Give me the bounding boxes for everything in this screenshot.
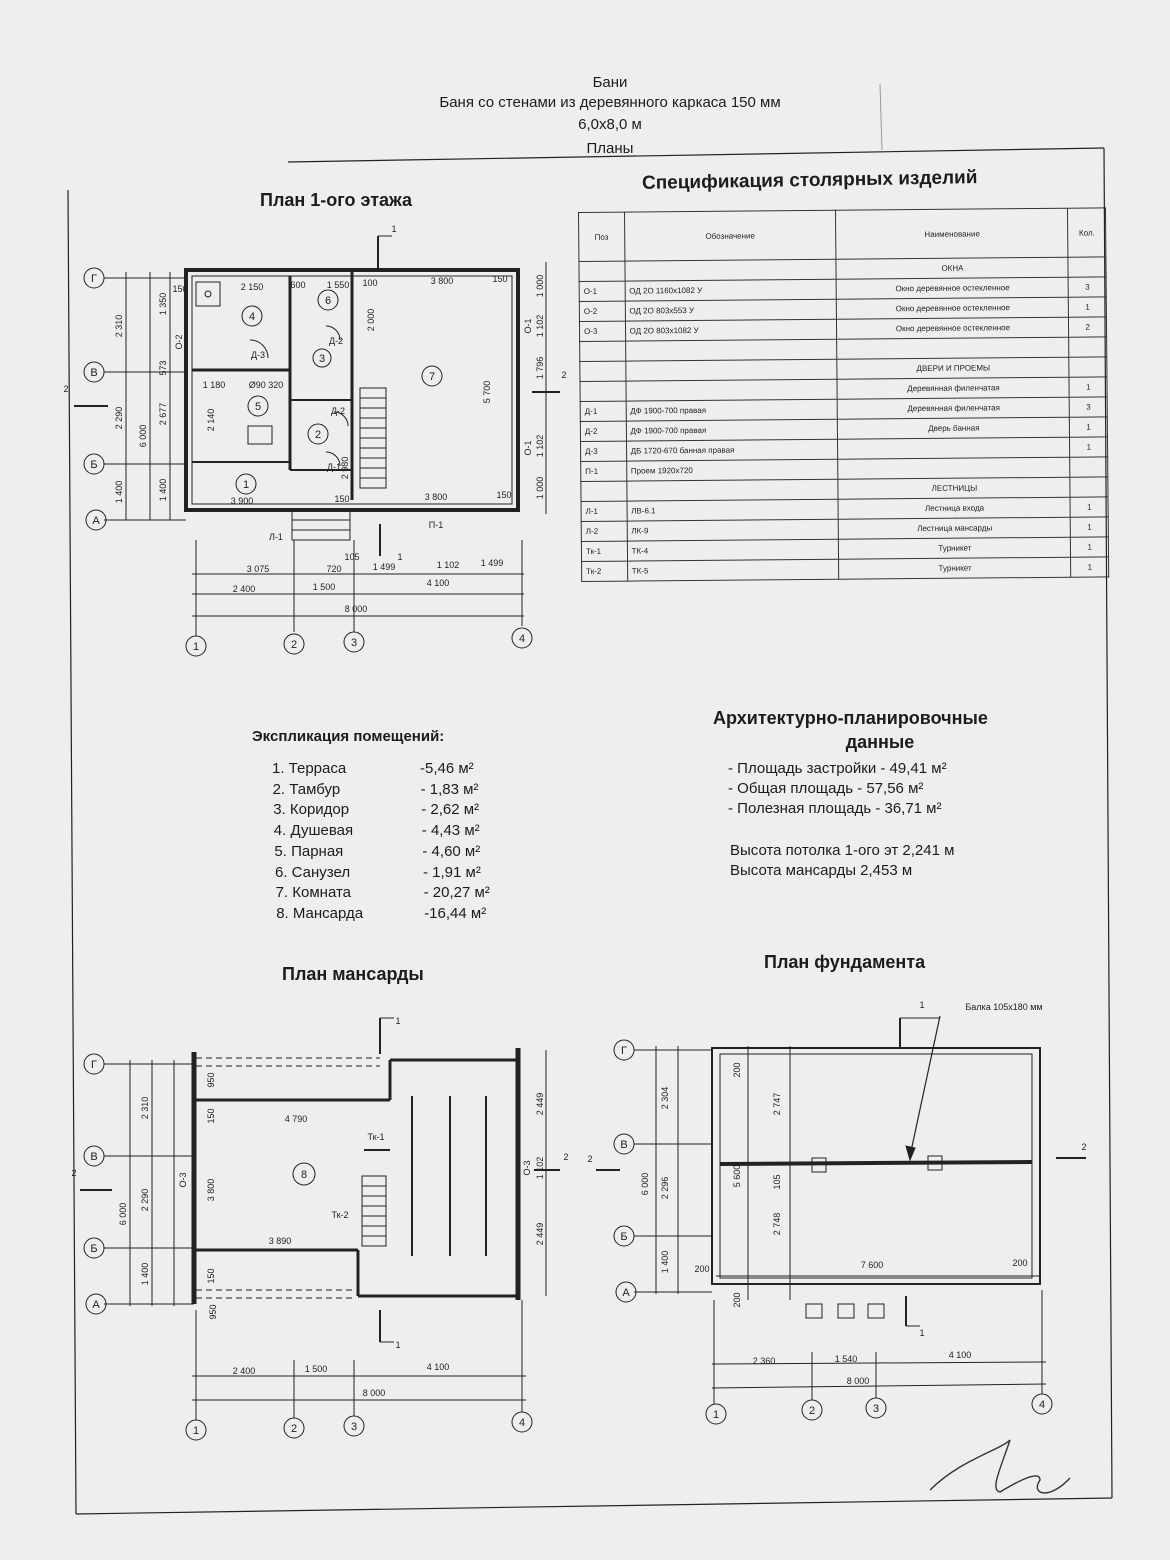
spec-cell-code: ТК-5 [627,559,839,581]
mansard-dim-v: 950 [206,1072,216,1088]
spec-cell-code: ДБ 1720-670 банная правая [626,439,838,461]
spec-cell-qty: 1 [1071,537,1109,557]
mansard-axis-y-g: Г [91,1059,97,1071]
plan1-dim: 1 499 [372,562,396,572]
mansard-dim-v: 2 449 [535,1092,545,1116]
plan1-room-4: 4 [248,311,256,323]
found-beam-label: Балка 105х180 мм [965,1002,1043,1012]
arch-ceiling-height: Высота потолка 1-ого эт 2,241 м [730,842,955,859]
room-area: - 2,62 м² [421,801,480,819]
spec-section-title: ОКНА [836,257,1068,279]
room-area: - 1,91 м² [423,863,481,881]
found-axis-y-b: Б [620,1231,628,1243]
spec-cell-pos: О-2 [579,301,625,321]
plan1-dim-left: 1 350 [158,292,168,316]
title-spec: Спецификация столярных изделий [641,167,978,194]
mansard-dim: 1 500 [304,1364,328,1374]
mansard-room-8: 8 [300,1169,308,1181]
found-dim-v: 2 747 [772,1092,782,1116]
spec-cell-code: Проем 1920х720 [626,459,838,481]
room-name: 2. Тамбур [272,780,341,798]
found-dim: 7 600 [860,1260,884,1270]
spec-section-title: ЛЕСТНИЦЫ [838,477,1070,499]
room-area: - 4,43 м² [421,822,480,840]
title-arch-1: Архитектурно-планировочные [713,708,988,728]
plan1-label: Д-1 [326,462,342,472]
plan1-label: О-2 [174,334,184,350]
mansard-dim-v: 1 102 [535,1156,545,1180]
plan1-label: Л-1 [269,532,283,542]
plan1-axis-y-g: Г [91,273,97,285]
plan1-dim-right: 1 102 [535,434,545,458]
found-dim: 4 100 [948,1350,972,1360]
mansard-axis-y-a: А [92,1299,100,1311]
found-dim-v: 1 400 [660,1250,670,1274]
plan1-axis-y-v: В [90,367,98,379]
mansard-dim: 4 790 [284,1114,308,1124]
plan1-room-2: 2 [314,429,322,441]
mansard-dim: 4 100 [426,1362,450,1372]
plan1-dim-inner: 2 140 [206,408,216,432]
spec-cell-qty: 3 [1069,277,1107,297]
mansard-label: Тк-1 [367,1132,385,1142]
title-arch-2: данные [845,732,915,752]
spec-cell-qty: 1 [1070,437,1108,457]
mansard-axis-y-b: Б [90,1243,98,1255]
plan1-room-1: 1 [242,479,250,491]
spec-cell-qty: 1 [1069,297,1107,317]
spec-cell-code: ОД 2О 803х1082 У [625,319,837,341]
mansard-label: О-3 [178,1172,188,1188]
spec-cell-name: Окно деревянное остекленное [837,297,1069,319]
found-axis-x-4: 4 [1038,1399,1046,1411]
plan1-axis-y-a: А [92,515,100,527]
title-mansard: План мансарды [282,964,424,984]
spec-cell-pos: П-1 [581,461,627,481]
plan1-label: Д-2 [328,336,344,346]
plan1-dim: 8 000 [344,604,368,614]
mansard-axis-x-3: 3 [350,1421,358,1433]
header-line-1: Бани [592,74,628,91]
spec-cell-name: Лестница входа [838,497,1070,519]
found-label: 2 [587,1154,593,1164]
plan1-dim: 100 [362,278,378,288]
found-dim: 200 [694,1264,710,1274]
plan1-dim-left: 2 310 [114,314,124,338]
plan1-dim: 720 [326,564,342,574]
spec-header-name: Наименование [836,208,1068,259]
plan1-dim: 1 180 [202,380,226,390]
plan1-dim: 3 800 [424,492,448,502]
found-dim: 1 540 [834,1354,858,1364]
plan1-label: О-1 [523,440,533,456]
room-name: 3. Коридор [273,801,350,819]
spec-cell-name: Турникет [839,557,1071,579]
spec-section-title: ДВЕРИ И ПРОЕМЫ [837,357,1069,379]
mansard-dim: 3 890 [268,1236,292,1246]
plan1-label: Д-3 [250,350,266,360]
found-axis-y-a: А [622,1287,630,1299]
plan1-room-6: 6 [324,295,332,307]
mansard-dim-v: 6 000 [118,1202,128,1226]
spec-cell-qty: 1 [1069,377,1107,397]
room-area: - 4,60 м² [422,842,481,860]
found-dim-v: 6 000 [640,1172,650,1196]
found-dim-v: 200 [732,1062,742,1078]
spec-cell-qty: 1 [1071,517,1109,537]
plan1-label: 2 [561,370,567,380]
found-label: 1 [919,1000,925,1010]
plan1-label: 2 [63,384,69,394]
spec-cell-pos: Д-3 [581,441,627,461]
mansard-axis-x-1: 1 [192,1425,200,1437]
plan1-dim-inner: 2 000 [366,308,376,332]
spec-header-code: Обозначение [624,210,836,261]
plan1-axis-x-2: 2 [290,639,298,651]
spec-cell-code: ЛК-9 [627,519,839,541]
spec-cell-code: ЛВ-6.1 [627,499,839,521]
spec-cell-name: Лестница мансарды [839,517,1071,539]
plan1-dim-left: 2 677 [158,402,168,426]
spec-cell-pos: Д-1 [580,401,626,421]
plan1-dim: Ø90 320 [248,380,284,390]
found-dim-v: 2 296 [660,1176,670,1200]
plan1-dim: 1 550 [326,280,350,290]
found-axis-x-1: 1 [712,1409,720,1421]
room-area: -16,44 м² [424,904,487,922]
spec-cell-qty: 2 [1069,317,1107,337]
mansard-dim-v: 150 [206,1268,216,1284]
spec-cell-pos: Л-2 [581,521,627,541]
plan1-dim: 3 800 [430,276,454,286]
found-dim: 8 000 [846,1376,870,1386]
plan1-dim-left: 2 290 [114,406,124,430]
plan1-dim: 1 102 [436,560,460,570]
found-dim: 2 360 [752,1356,776,1366]
spec-cell-qty: 1 [1070,497,1108,517]
title-foundation: План фундамента [764,952,926,972]
mansard-label: Тк-2 [331,1210,349,1220]
spec-cell-qty: 3 [1070,397,1108,417]
spec-cell-name: Окно деревянное остекленное [837,277,1069,299]
mansard-label: 1 [395,1016,401,1026]
spec-cell-name: Турникет [839,537,1071,559]
plan1-dim: 4 100 [426,578,450,588]
found-axis-x-2: 2 [808,1405,816,1417]
plan1-dim-left: 6 000 [138,424,148,448]
spec-cell-pos: О-3 [579,321,625,341]
spec-header-pos: Поз [579,212,625,261]
plan1-label: П-1 [428,520,444,530]
title-plan-1: План 1-ого этажа [260,190,413,210]
header-line-3: 6,0x8,0 м [578,116,642,133]
mansard-dim-v: 2 290 [140,1188,150,1212]
spec-cell-pos: Тк-1 [581,541,627,561]
spec-cell-name: Деревянная филенчатая [838,397,1070,419]
plan1-room-7: 7 [428,371,436,383]
room-name: 7. Комната [275,884,352,902]
spec-cell-pos: Л-1 [581,501,627,521]
mansard-dim-v: 950 [208,1304,218,1320]
plan1-dim: 600 [290,280,306,290]
spec-cell-pos: О-1 [579,281,625,301]
found-axis-x-3: 3 [872,1403,880,1415]
mansard-label: 2 [563,1152,569,1162]
plan1-dim: 150 [492,274,508,284]
plan1-dim-left: 1 400 [158,478,168,502]
mansard-axis-y-v: В [90,1151,98,1163]
plan1-axis-x-3: 3 [350,637,358,649]
plan1-dim-inner: 5 700 [482,380,492,404]
room-area: - 20,27 м² [423,884,490,902]
signature-mark [930,1440,1070,1493]
plan1-label: 1 [397,552,403,562]
room-name: 8. Мансарда [276,904,364,922]
plan1-axis-x-4: 4 [518,633,526,645]
found-dim: 200 [1012,1258,1028,1268]
room-area: -5,46 м² [420,760,474,777]
plan1-label: 1 [391,224,397,234]
room-area: - 1,83 м² [420,780,479,798]
spec-cell-code: ОД 2О 1160х1082 У [625,279,837,301]
plan1-label: О-1 [523,318,533,334]
plan1-dim: 150 [172,284,188,294]
mansard-dim: 2 400 [232,1366,256,1376]
arch-useful-area: - Полезная площадь - 36,71 м² [728,800,942,817]
mansard-dim-v: 150 [206,1108,216,1124]
mansard-label: 2 [71,1168,77,1178]
spec-cell-code: ДФ 1900-700 правая [626,419,838,441]
plan1-dim-right: 1 000 [535,274,545,298]
plan1-dim-left: 1 400 [114,480,124,504]
header-line-2: Баня со стенами из деревянного каркаса 150 мм [439,94,781,111]
found-dim-v: 200 [732,1292,742,1308]
found-dim-v: 2 748 [772,1212,782,1236]
spec-cell-qty: 1 [1071,557,1109,577]
spec-cell-code: ДФ 1900-700 правая [626,399,838,421]
plan1-room-5: 5 [254,401,262,413]
spec-cell-pos: Д-2 [580,421,626,441]
found-dim-v: 105 [772,1174,782,1190]
mansard-label: О-3 [522,1160,532,1176]
plan1-dim-right: 1 000 [535,476,545,500]
plan1-dim-inner: 2 980 [340,456,350,480]
found-label: 2 [1081,1142,1087,1152]
spec-cell-name: Дверь банная [838,417,1070,439]
mansard-axis-x-2: 2 [290,1423,298,1435]
found-axis-y-v: В [620,1139,628,1151]
plan1-dim: 150 [496,490,512,500]
mansard-dim-v: 2 310 [140,1096,150,1120]
plan1-axis-y-b: Б [90,459,98,471]
mansard-dim-v: 1 400 [140,1262,150,1286]
plan1-label: Д-2 [330,406,346,416]
plan1-dim: 2 150 [240,282,264,292]
room-name: 4. Душевая [273,822,354,840]
plan1-dim-left: 573 [158,360,168,376]
plan1-dim-right: 1 102 [535,314,545,338]
room-name: 6. Санузел [275,863,351,881]
mansard-axis-x-4: 4 [518,1417,526,1429]
found-label: 1 [919,1328,925,1338]
spec-cell-code: ТК-4 [627,539,839,561]
plan1-dim: 1 499 [480,558,504,568]
mansard-dim: 8 000 [362,1388,386,1398]
arch-total-area: - Общая площадь - 57,56 м² [728,780,924,797]
spec-cell-name: Окно деревянное остекленное [837,317,1069,339]
room-name: 5. Парная [274,842,344,860]
header-line-4: Планы [586,140,634,157]
spec-cell-code: ОД 2О 803х553 У [625,299,837,321]
found-dim-v: 5 600 [732,1164,742,1188]
mansard-dim-v: 2 449 [535,1222,545,1246]
plan1-room-3: 3 [318,353,326,365]
arch-mansard-height: Высота мансарды 2,453 м [730,862,913,879]
spec-header-qty: Кол. [1068,208,1106,257]
plan1-dim: 3 900 [230,496,254,506]
mansard-label: 1 [395,1340,401,1350]
spec-cell-pos: Тк-2 [582,561,628,581]
spec-cell-name: Деревянная филенчатая [837,377,1069,399]
room-name: 1. Терраса [272,760,347,777]
plan1-dim: 105 [344,552,360,562]
found-axis-y-g: Г [621,1045,627,1057]
plan1-dim: 2 400 [232,584,256,594]
spec-cell-qty: 1 [1070,417,1108,437]
plan1-dim: 3 075 [246,564,270,574]
plan1-dim: 150 [334,494,350,504]
plan1-dim-right: 1 796 [535,356,545,380]
plan1-axis-x-1: 1 [192,641,200,653]
found-dim-v: 2 304 [660,1086,670,1110]
plan1-dim: 1 500 [312,582,336,592]
arch-built-area: - Площадь застройки - 49,41 м² [728,760,947,777]
title-explication: Экспликация помещений: [252,728,445,745]
mansard-dim-v: 3 800 [206,1178,216,1202]
